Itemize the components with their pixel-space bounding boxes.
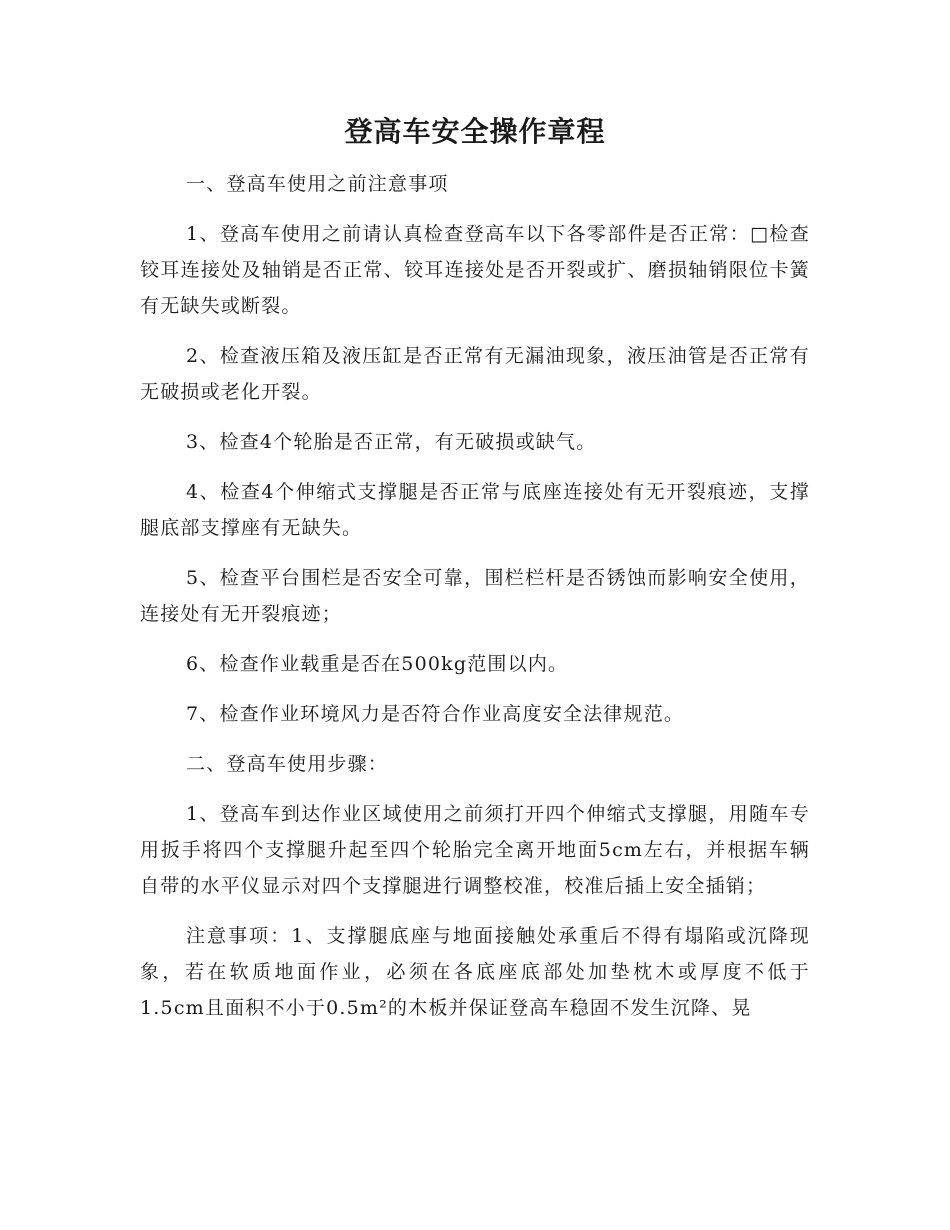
paragraph-1-2: 2、检查液压箱及液压缸是否正常有无漏油现象，液压油管是否正常有无破损或老化开裂。 bbox=[140, 345, 810, 403]
paragraph-1-6: 6、检查作业载重是否在500kg范围以内。 bbox=[186, 653, 569, 675]
paragraph-2-1: 1、登高车到达作业区域使用之前须打开四个伸缩式支撑腿，用随车专用扳手将四个支撑腿升起至四个轮胎完全离开地面5cm左右，并根据车辆自带的水平仪显示对四个支撑腿进行调整校准，校准后插上安全插销； bbox=[140, 803, 810, 897]
section-heading-2: 二、登高车使用步骤： bbox=[186, 753, 389, 775]
document-body bbox=[140, 166, 810, 1040]
document-title: 登高车安全操作章程 bbox=[344, 115, 606, 148]
paragraph-1-7: 7、检查作业环境风力是否符合作业高度安全法律规范。 bbox=[186, 703, 685, 725]
paragraph-2-note: 注意事项：1、支撑腿底座与地面接触处承重后不得有塌陷或沉降现象，若在软质地面作业，必须在各底座底部处加垫枕木或厚度不低于1.5cm且面积不小于0.5m²的木板并保证登高车稳固不发生沉降、晃 bbox=[140, 925, 810, 1019]
paragraph-1-1: 1、登高车使用之前请认真检查登高车以下各零部件是否正常：□检查铰耳连接处及轴销是否正常、铰耳连接处是否开裂或扩、磨损轴销限位卡簧有无缺失或断裂。 bbox=[140, 223, 810, 317]
paragraph-1-5: 5、检查平台围栏是否安全可靠，围栏栏杆是否锈蚀而影响安全使用，连接处有无开裂痕迹； bbox=[140, 567, 810, 625]
paragraph-1-4: 4、检查4个伸缩式支撑腿是否正常与底座连接处有无开裂痕迹，支撑腿底部支撑座有无缺失。 bbox=[140, 481, 810, 539]
section-heading-1: 一、登高车使用之前注意事项 bbox=[186, 173, 449, 195]
paragraph-1-3: 3、检查4个轮胎是否正常，有无破损或缺气。 bbox=[186, 431, 597, 453]
